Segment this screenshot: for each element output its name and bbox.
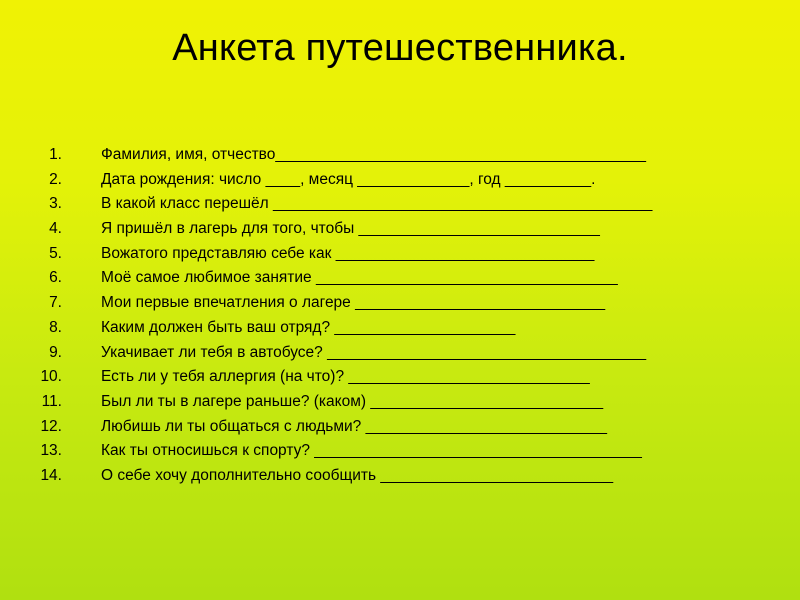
list-item <box>0 367 800 392</box>
question-number: 11. <box>41 392 62 410</box>
question-text: Фамилия, имя, отчество___________________________________________ <box>101 146 647 163</box>
list-item <box>0 170 800 195</box>
question-number: 9. <box>49 343 62 361</box>
question-number: 7. <box>49 294 62 312</box>
question-text: Вожатого представляю себе как ______________________________ <box>101 244 595 262</box>
list-item <box>0 392 800 417</box>
question-text: Укачивает ли тебя в автобусе? _____________________________________ <box>101 343 647 361</box>
question-text: В какой класс перешёл ____________________________________________ <box>101 195 653 213</box>
question-number: 4. <box>49 220 62 238</box>
list-item <box>0 145 800 170</box>
list-item <box>0 318 800 343</box>
list-item <box>0 194 800 219</box>
question-text: Моё самое любимое занятие ___________________________________ <box>101 269 618 287</box>
question-number: 14. <box>40 466 62 484</box>
list-item <box>0 441 800 466</box>
question-text: О себе хочу дополнительно сообщить ___________________________ <box>101 466 614 484</box>
question-text: Был ли ты в лагере раньше? (каком) ___________________________ <box>101 392 604 410</box>
question-text: Я пришёл в лагерь для того, чтобы ____________________________ <box>101 220 600 238</box>
question-number: 2. <box>49 170 62 188</box>
list-item <box>0 219 800 244</box>
question-number: 8. <box>49 318 62 336</box>
question-text: Есть ли у тебя аллергия (на что)? ____________________________ <box>101 368 590 386</box>
question-text: Каким должен быть ваш отряд? _____________________ <box>101 318 516 336</box>
question-number: 5. <box>49 244 62 262</box>
question-text: Мои первые впечатления о лагере _____________________________ <box>101 294 606 312</box>
question-number: 1. <box>49 146 62 163</box>
question-number: 13. <box>40 442 62 460</box>
question-number: 12. <box>40 417 62 435</box>
list-item <box>0 343 800 368</box>
questionnaire-list <box>0 145 800 491</box>
question-text: Любишь ли ты общаться с людьми? ____________________________ <box>101 417 607 435</box>
list-item <box>0 417 800 442</box>
page-title: Анкета путешественника. <box>172 27 628 69</box>
list-item <box>0 244 800 269</box>
question-number: 3. <box>49 195 62 213</box>
question-text: Дата рождения: число ____, месяц _____________, год __________. <box>101 170 596 188</box>
list-item <box>0 268 800 293</box>
question-number: 10. <box>40 368 62 386</box>
list-item <box>0 293 800 318</box>
list-item <box>0 466 800 491</box>
question-number: 6. <box>49 269 62 287</box>
question-text: Как ты относишься к спорту? ______________________________________ <box>101 442 642 460</box>
